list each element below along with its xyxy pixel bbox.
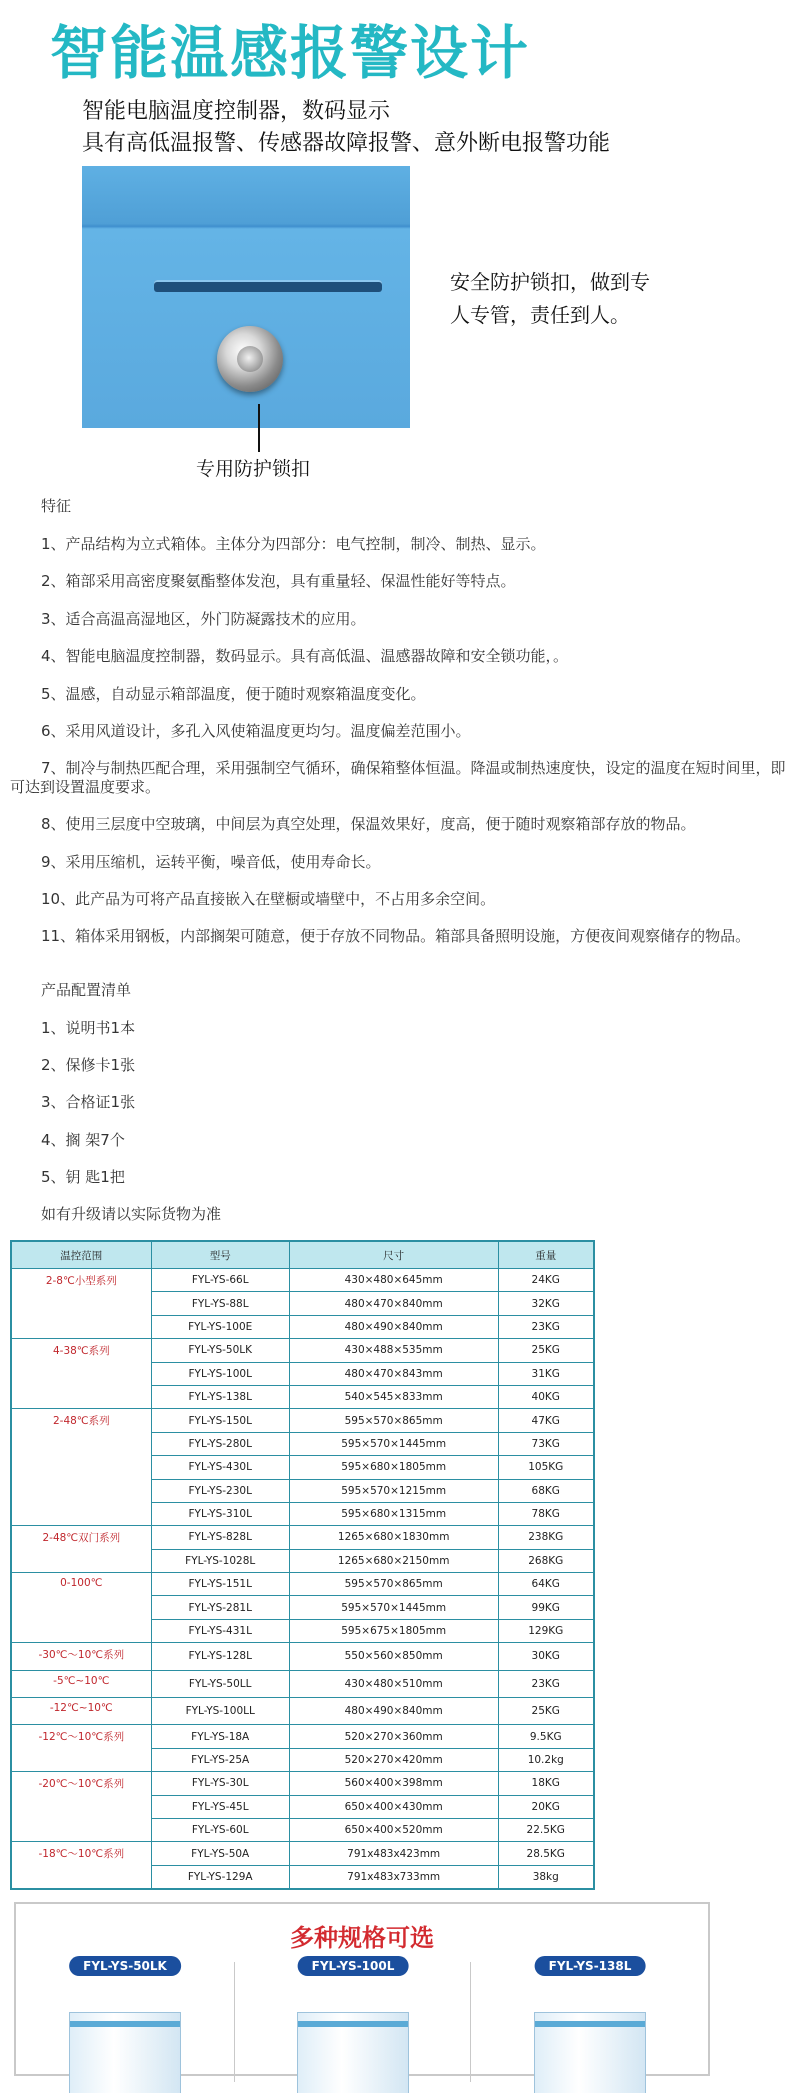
model-cell: FYL-YS-50A (151, 1842, 289, 1865)
lock-knob (217, 326, 283, 392)
weight-cell: 40KG (498, 1385, 594, 1408)
door-slot (154, 280, 382, 292)
range-cell: 2-8℃小型系列 (11, 1269, 151, 1339)
weight-cell: 9.5KG (498, 1725, 594, 1748)
table-row (11, 1772, 594, 1795)
feature-item: 11、箱体采用钢板，内部搁架可随意，便于存放不同物品。箱部具备照明设施，方便夜间观察储存的物品。 (41, 927, 751, 945)
side-note-line-2: 人专管，责任到人。 (450, 303, 630, 327)
model-cell: FYL-YS-310L (151, 1502, 289, 1525)
size-cell: 791x483x733mm (289, 1865, 498, 1889)
feature-item: 3、适合高温高湿地区，外门防凝露技术的应用。 (41, 610, 366, 628)
size-cell: 520×270×420mm (289, 1748, 498, 1771)
model-cell: FYL-YS-18A (151, 1725, 289, 1748)
table-header-row (11, 1241, 594, 1269)
size-cell: 430×480×645mm (289, 1269, 498, 1292)
model-cell: FYL-YS-828L (151, 1526, 289, 1549)
models-title: 多种规格可选 (290, 1924, 434, 1952)
size-cell: 595×570×1445mm (289, 1596, 498, 1619)
models-panel (14, 1902, 710, 2076)
config-item: 3、合格证1张 (41, 1093, 136, 1111)
feature-item: 5、温感，自动显示箱部温度，便于随时观察箱温度变化。 (41, 685, 426, 703)
config-item: 2、保修卡1张 (41, 1056, 136, 1074)
config-item: 5、钥 匙1把 (41, 1168, 125, 1186)
weight-cell: 28.5KG (498, 1842, 594, 1865)
size-cell: 595×680×1315mm (289, 1502, 498, 1525)
table-row (11, 1725, 594, 1748)
model-cell: FYL-YS-88L (151, 1292, 289, 1315)
weight-cell: 22.5KG (498, 1818, 594, 1841)
spec-table (10, 1240, 595, 1890)
model-cell: FYL-YS-60L (151, 1818, 289, 1841)
weight-cell: 25KG (498, 1339, 594, 1362)
range-cell: 4-38℃系列 (11, 1339, 151, 1409)
config-item: 1、说明书1本 (41, 1019, 136, 1037)
hero-subtitle-2: 具有高低温报警、传感器故障报警、意外断电报警功能 (82, 131, 611, 156)
model-cell: FYL-YS-430L (151, 1456, 289, 1479)
hero-title: 智能温感报警设计 (49, 19, 530, 87)
range-cell: -12℃～10℃系列 (11, 1725, 151, 1772)
size-cell: 595×570×865mm (289, 1573, 498, 1596)
table-row (11, 1670, 594, 1697)
feature-item: 2、箱部采用高密度聚氨酯整体发泡，具有重量轻、保温性能好等特点。 (41, 572, 516, 590)
table-row (11, 1842, 594, 1865)
weight-cell: 73KG (498, 1432, 594, 1455)
column-header-size: 尺寸 (289, 1241, 498, 1269)
range-cell: 2-48℃系列 (11, 1409, 151, 1526)
weight-cell: 268KG (498, 1549, 594, 1572)
feature-item: 8、使用三层度中空玻璃，中间层为真空处理，保温效果好，度高，便于随时观察箱部存放的物品。 (41, 815, 696, 833)
size-cell: 595×675×1805mm (289, 1619, 498, 1642)
feature-item: 4、智能电脑温度控制器，数码显示。具有高低温、温感器故障和安全锁功能，。 (41, 647, 569, 665)
size-cell: 540×545×833mm (289, 1385, 498, 1408)
size-cell: 480×490×840mm (289, 1698, 498, 1725)
spec-table-body (11, 1269, 594, 1890)
model-cell: FYL-YS-30L (151, 1772, 289, 1795)
size-cell: 650×400×520mm (289, 1818, 498, 1841)
model-cell: FYL-YS-151L (151, 1573, 289, 1596)
weight-cell: 64KG (498, 1573, 594, 1596)
model-cell: FYL-YS-281L (151, 1596, 289, 1619)
range-cell: -18℃～10℃系列 (11, 1842, 151, 1889)
lock-side-note (450, 266, 680, 332)
size-cell: 595×680×1805mm (289, 1456, 498, 1479)
fridge-image (69, 2012, 181, 2093)
model-cell: FYL-YS-280L (151, 1432, 289, 1455)
model-cell: FYL-YS-129A (151, 1865, 289, 1889)
model-cell: FYL-YS-230L (151, 1479, 289, 1502)
size-cell: 550×560×850mm (289, 1643, 498, 1670)
size-cell: 480×470×843mm (289, 1362, 498, 1385)
model-cell: FYL-YS-45L (151, 1795, 289, 1818)
config-note: 如有升级请以实际货物为准 (41, 1205, 222, 1223)
weight-cell: 20KG (498, 1795, 594, 1818)
table-row (11, 1643, 594, 1670)
weight-cell: 78KG (498, 1502, 594, 1525)
config-item: 4、搁 架7个 (41, 1131, 125, 1149)
range-cell: -12℃~10℃ (11, 1698, 151, 1725)
range-cell: 0-100℃ (11, 1573, 151, 1643)
hero-subtitle-1: 智能电脑温度控制器，数码显示 (82, 99, 391, 124)
feature-item: 9、采用压缩机，运转平衡，噪音低，使用寿命长。 (41, 853, 381, 871)
feature-item: 6、采用风道设计，多孔入风使箱温度更均匀。温度偏差范围小。 (41, 722, 471, 740)
model-card (234, 1959, 471, 2082)
caption-pointer-line (258, 404, 260, 452)
model-cell: FYL-YS-50LL (151, 1670, 289, 1697)
model-pill: FYL-YS-50LK (69, 1956, 181, 1976)
feature-item: 7、制冷与制热匹配合理，采用强制空气循环，确保箱整体恒温。降温或制热速度快，设定的温度在短时间里，即可达到设置温度要求。 (10, 759, 786, 796)
weight-cell: 10.2kg (498, 1748, 594, 1771)
weight-cell: 18KG (498, 1772, 594, 1795)
model-cell: FYL-YS-100E (151, 1315, 289, 1338)
model-cell: FYL-YS-1028L (151, 1549, 289, 1572)
column-header-weight: 重量 (498, 1241, 594, 1269)
size-cell: 595×570×1215mm (289, 1479, 498, 1502)
table-row (11, 1409, 594, 1432)
size-cell: 430×480×510mm (289, 1670, 498, 1697)
model-cell: FYL-YS-66L (151, 1269, 289, 1292)
weight-cell: 25KG (498, 1698, 594, 1725)
weight-cell: 23KG (498, 1315, 594, 1338)
size-cell: 791x483x423mm (289, 1842, 498, 1865)
column-header-range: 温控范围 (11, 1241, 151, 1269)
weight-cell: 68KG (498, 1479, 594, 1502)
side-note-line-1: 安全防护锁扣，做到专 (450, 270, 650, 294)
fridge-image (297, 2012, 409, 2093)
size-cell: 650×400×430mm (289, 1795, 498, 1818)
model-cell: FYL-YS-100L (151, 1362, 289, 1385)
weight-cell: 105KG (498, 1456, 594, 1479)
size-cell: 520×270×360mm (289, 1725, 498, 1748)
model-cell: FYL-YS-150L (151, 1409, 289, 1432)
fridge-image (534, 2012, 646, 2093)
model-pill: FYL-YS-100L (298, 1956, 409, 1976)
weight-cell: 47KG (498, 1409, 594, 1432)
model-cell: FYL-YS-431L (151, 1619, 289, 1642)
size-cell: 595×570×1445mm (289, 1432, 498, 1455)
table-row (11, 1269, 594, 1292)
model-cell: FYL-YS-100LL (151, 1698, 289, 1725)
weight-cell: 31KG (498, 1362, 594, 1385)
size-cell: 480×470×840mm (289, 1292, 498, 1315)
table-row (11, 1339, 594, 1362)
lock-caption: 专用防护锁扣 (196, 458, 311, 480)
feature-item: 10、此产品为可将产品直接嵌入在壁橱或墙壁中，不占用多余空间。 (41, 890, 496, 908)
range-cell: -20℃～10℃系列 (11, 1772, 151, 1842)
model-card (16, 1959, 234, 2082)
size-cell: 595×570×865mm (289, 1409, 498, 1432)
table-row (11, 1698, 594, 1725)
weight-cell: 38kg (498, 1865, 594, 1889)
size-cell: 1265×680×1830mm (289, 1526, 498, 1549)
model-cell: FYL-YS-50LK (151, 1339, 289, 1362)
weight-cell: 32KG (498, 1292, 594, 1315)
weight-cell: 99KG (498, 1596, 594, 1619)
weight-cell: 23KG (498, 1670, 594, 1697)
weight-cell: 238KG (498, 1526, 594, 1549)
feature-item: 1、产品结构为立式箱体。主体分为四部分：电气控制，制冷、制热、显示。 (41, 535, 546, 553)
range-cell: 2-48℃双门系列 (11, 1526, 151, 1573)
size-cell: 430×488×535mm (289, 1339, 498, 1362)
config-heading: 产品配置清单 (41, 981, 132, 999)
model-cell: FYL-YS-128L (151, 1643, 289, 1670)
model-cell: FYL-YS-25A (151, 1748, 289, 1771)
table-row (11, 1526, 594, 1549)
table-row (11, 1573, 594, 1596)
model-card (470, 1959, 709, 2082)
lock-photo (82, 166, 410, 428)
size-cell: 560×400×398mm (289, 1772, 498, 1795)
features-heading: 特征 (41, 497, 72, 515)
weight-cell: 24KG (498, 1269, 594, 1292)
size-cell: 480×490×840mm (289, 1315, 498, 1338)
model-pill: FYL-YS-138L (535, 1956, 646, 1976)
model-cell: FYL-YS-138L (151, 1385, 289, 1408)
range-cell: -5℃~10℃ (11, 1670, 151, 1697)
range-cell: -30℃～10℃系列 (11, 1643, 151, 1670)
weight-cell: 30KG (498, 1643, 594, 1670)
weight-cell: 129KG (498, 1619, 594, 1642)
size-cell: 1265×680×2150mm (289, 1549, 498, 1572)
column-header-model: 型号 (151, 1241, 289, 1269)
